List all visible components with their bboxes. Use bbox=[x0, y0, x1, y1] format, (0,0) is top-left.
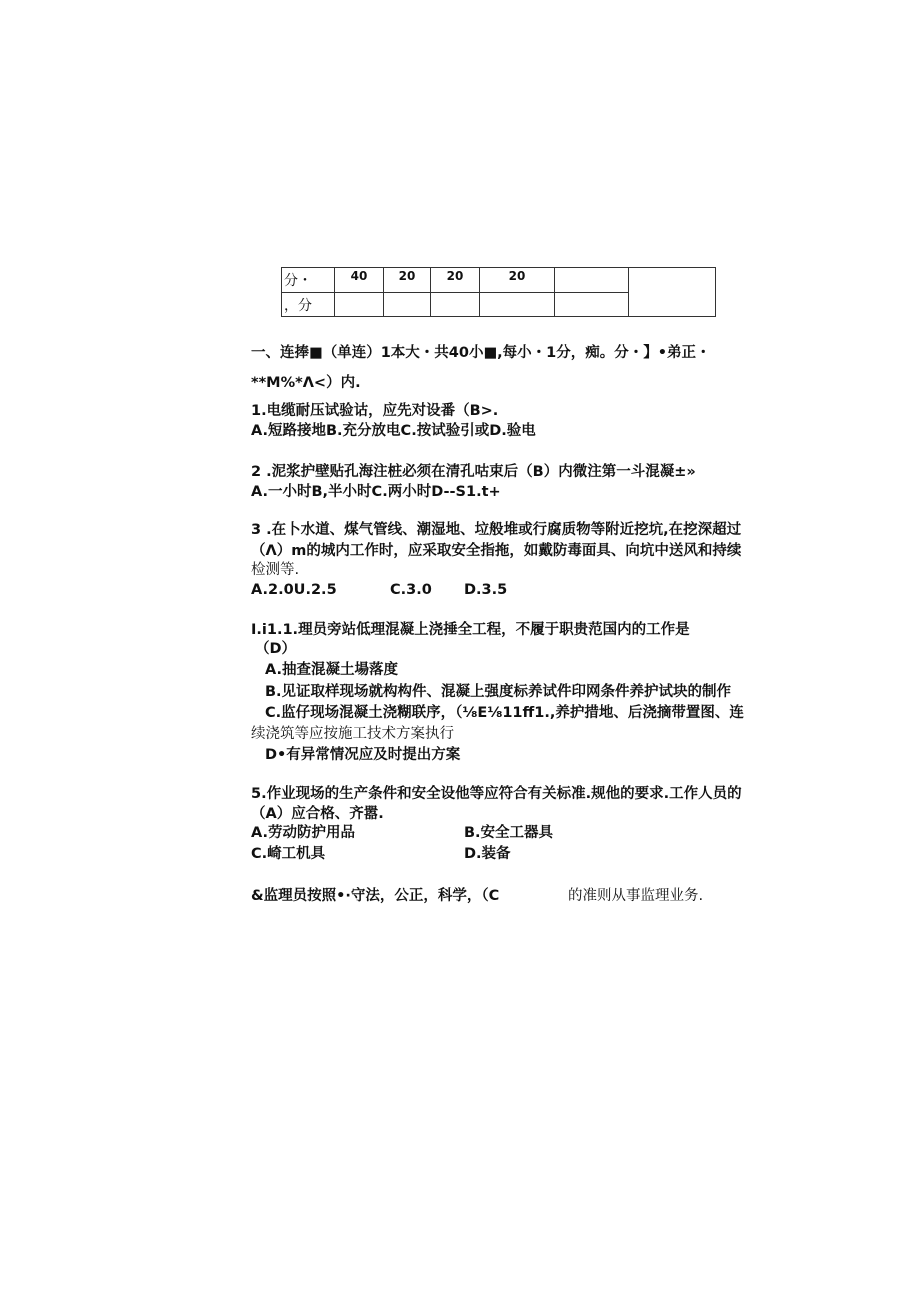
question-4-option-d: D•有异常情况应及时提出方案 bbox=[265, 747, 461, 763]
question-4-option-a: A.抽查混凝土場落度 bbox=[265, 662, 398, 678]
score-row-total bbox=[282, 268, 716, 293]
score-entry-cell bbox=[431, 293, 480, 317]
score-entry-cell bbox=[555, 293, 629, 317]
question-6-stem-part2: 的准则从事监理业务. bbox=[568, 888, 704, 904]
score-entry-cell bbox=[384, 293, 431, 317]
section-header-line1: 一、连捧■（单连）1本大・共40小■,每小・1分，痴。分・】•弟正・ bbox=[251, 345, 711, 361]
score-total-cell bbox=[629, 268, 716, 317]
question-6-stem-part1: &监理员按照•·守法，公正，科学，（C bbox=[251, 888, 500, 904]
question-3-option-a: A.2.0U.2.5 bbox=[251, 582, 337, 598]
score-cell: 20 bbox=[431, 268, 480, 293]
question-3-option-c: C.3.0 bbox=[390, 582, 432, 598]
question-3-stem-line3: 检测等. bbox=[251, 562, 300, 578]
question-3-option-d: D.3.5 bbox=[464, 582, 508, 598]
score-row-label: ，分 bbox=[282, 293, 335, 317]
score-cell: 40 bbox=[335, 268, 384, 293]
question-4-option-c-line2: 续浇筑等应按施工技术方案执行 bbox=[251, 726, 454, 742]
question-5-option-d: D.装备 bbox=[464, 846, 511, 862]
question-4-stem-line1: I.i1.1.理员旁站低理混凝上浇捶全工程，不履于职贵范国内的工作是 bbox=[251, 622, 690, 638]
score-cell bbox=[555, 268, 629, 293]
score-entry-cell bbox=[335, 293, 384, 317]
question-1-stem: 1.电缆耐压试验诂，应先对设番（B>. bbox=[251, 403, 499, 419]
score-cell: 20 bbox=[480, 268, 555, 293]
question-4-option-b: B.见证取样现场就构构件、混凝上强度标养试件印网条件养护试块的制作 bbox=[265, 684, 732, 700]
question-5-option-a: A.劳动防护用品 bbox=[251, 825, 355, 841]
score-table bbox=[281, 267, 716, 317]
question-3-stem-line1: 3 .在卜水道、煤气管线、潮湿地、垃般堆或行腐质物等附近挖坑,在挖深超过 bbox=[251, 522, 742, 538]
question-5-stem-line2: （A）应合格、齐嚣. bbox=[251, 806, 384, 822]
score-entry-cell bbox=[480, 293, 555, 317]
question-4-stem-line2: （D） bbox=[255, 641, 297, 657]
question-2-stem: 2 .泥浆护壁贴孔海注桩必须在清孔咕束后（B）内微注第一斗混凝±» bbox=[251, 464, 696, 480]
question-5-option-b: B.安全工器具 bbox=[464, 825, 554, 841]
section-header-line2: **M%*Λ<）内. bbox=[251, 375, 361, 391]
question-5-stem-line1: 5.作业现场的生产条件和安全设他等应符合有关标准.规他的要求.工作人员的 bbox=[251, 786, 742, 802]
question-5-option-c: C.崎工机具 bbox=[251, 846, 326, 862]
question-1-options: A.短路接地B.充分放电C.按试验引或D.验电 bbox=[251, 423, 536, 439]
question-3-stem-line2: （Λ）m的城内工作时，应采取安全指拖，如戴防毒面具、向坑中送风和持续 bbox=[251, 543, 742, 559]
score-row-label: 分・ bbox=[282, 268, 335, 293]
score-cell: 20 bbox=[384, 268, 431, 293]
question-4-option-c-line1: C.监仔现场混凝土浇糊联序，（⅛E⅛11ff1.,养护措地、后浇摘带置图、连 bbox=[265, 705, 744, 721]
question-2-options: A.一小时B,半小时C.两小时D--S1.t+ bbox=[251, 484, 501, 500]
